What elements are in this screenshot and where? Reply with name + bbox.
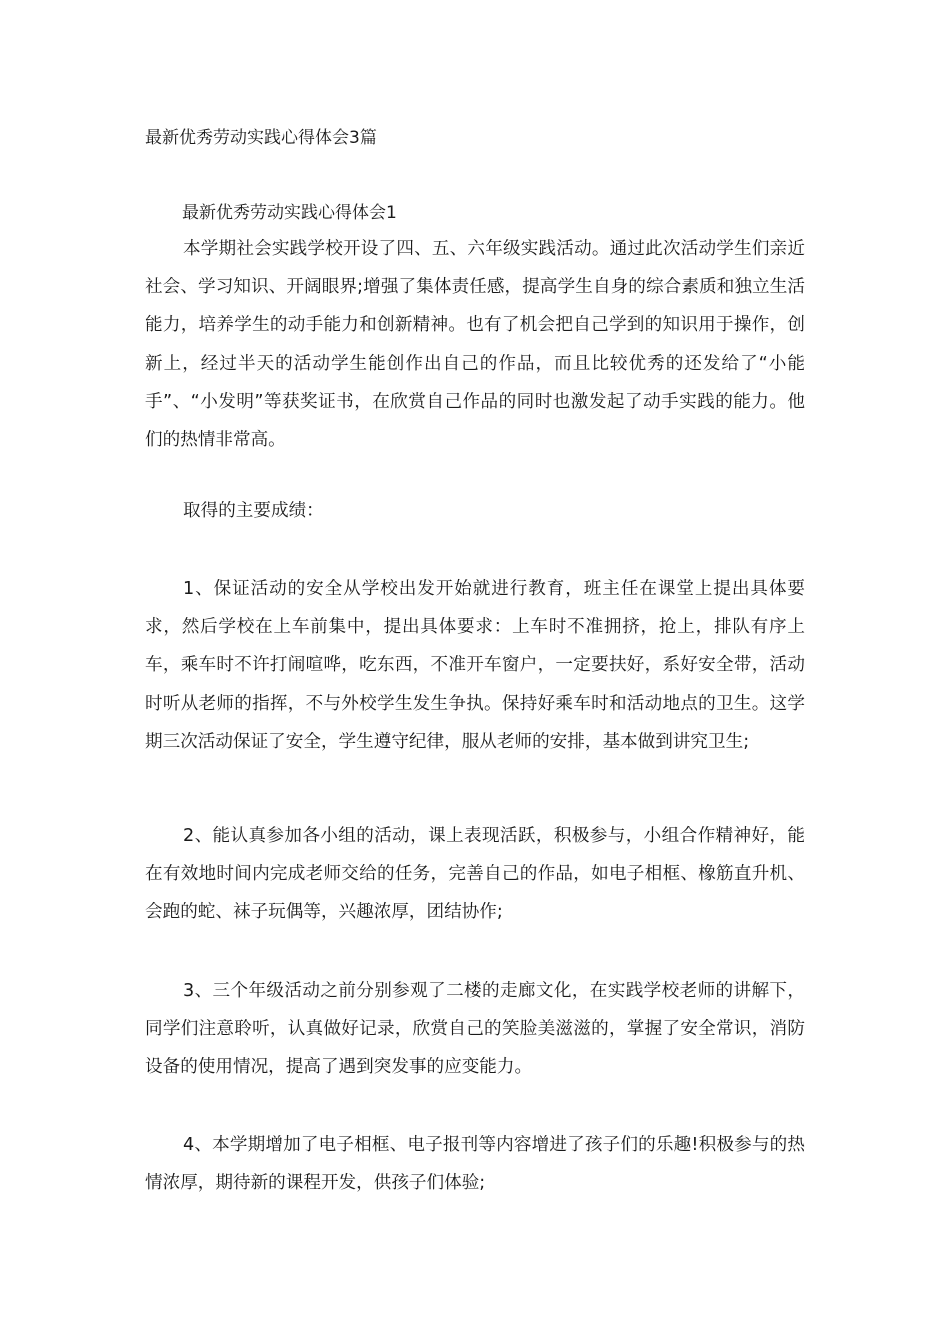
document-title: 最新优秀劳动实践心得体会3篇 [145,128,377,148]
paragraph-item-3: 3、三个年级活动之前分别参观了二楼的走廊文化，在实践学校老师的讲解下，同学们注意聆听，认真做好记录，欣赏自己的笑脸美滋滋的，掌握了安全常识，消防设备的使用情况，提高了遇到突发事的应变能力。 [145,981,805,1078]
paragraph-intro: 本学期社会实践学校开设了四、五、六年级实践活动。通过此次活动学生们亲近社会、学习知识、开阔眼界;增强了集体责任感，提高学生自身的综合素质和独立生活能力，培养学生的动手能力和创新精神。也有了机会把自己学到的知识用于操作，创新上，经过半天的活动学生能创作出自己的作品，而且比较优秀的还发给了“小能手”、“小发明”等获奖证书，在欣赏自己作品的同时也激发起了动手实践的能力。他们的热情非常高。 [145,239,805,451]
paragraph-item-4: 4、本学期增加了电子相框、电子报刊等内容增进了孩子们的乐趣!积极参与的热情浓厚，期待新的课程开发，供孩子们体验; [145,1135,805,1194]
section-title: 最新优秀劳动实践心得体会1 [182,203,397,223]
achievements-heading: 取得的主要成绩： [183,501,324,521]
paragraph-item-1: 1、保证活动的安全从学校出发开始就进行教育，班主任在课堂上提出具体要求，然后学校在上车前集中，提出具体要求：上车时不准拥挤，抢上，排队有序上车，乘车时不许打闹喧哗，吃东西，不准开车窗户，一定要扶好，系好安全带，活动时听从老师的指挥，不与外校学生发生争执。保持好乘车时和活动地点的卫生。这学期三次活动保证了安全，学生遵守纪律，服从老师的安排，基本做到讲究卫生; [145,579,805,752]
paragraph-item-2: 2、能认真参加各小组的活动，课上表现活跃，积极参与，小组合作精神好，能在有效地时间内完成老师交给的任务，完善自己的作品，如电子相框、橡筋直升机、会跑的蛇、袜子玩偶等，兴趣浓厚，团结协作; [145,826,805,923]
